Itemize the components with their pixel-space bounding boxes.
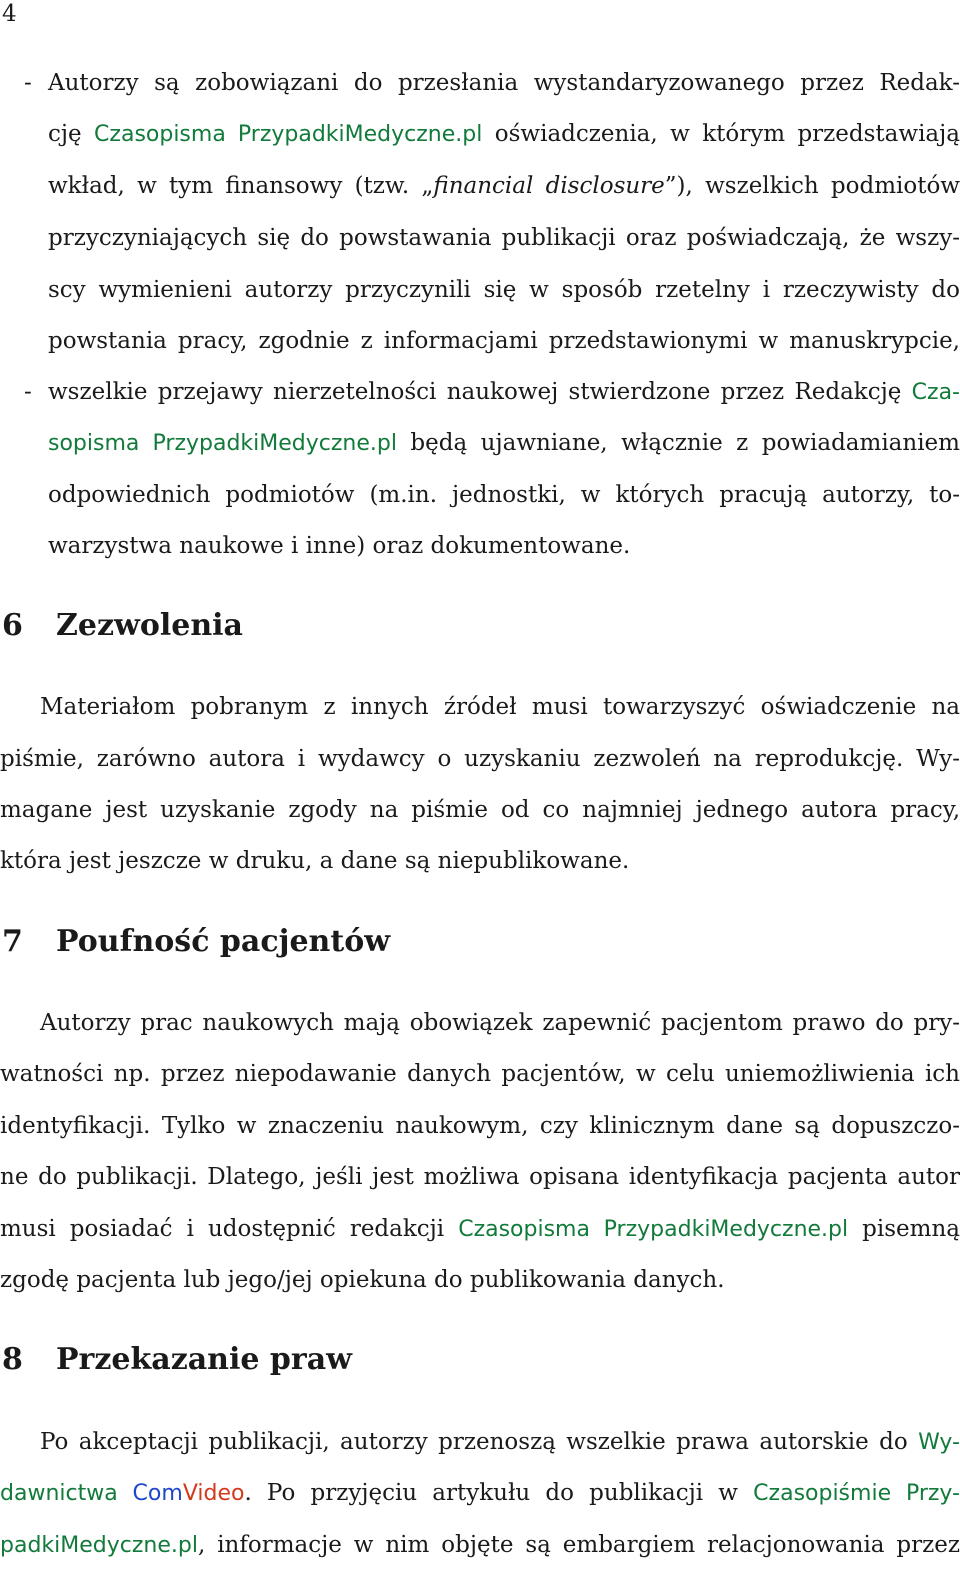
section-8-line: padkiMedyczne.pl, informacje w nim objęte są embargiem relacjonowania przez [0,1532,960,1558]
financial-disclosure-term: financial disclosure [433,173,665,199]
section-heading-7: 7 Poufność pacjentów [2,924,391,959]
journal-link[interactable]: Czasopisma PrzypadkiMedyczne.pl [94,122,483,147]
list-item-1-line: cję Czasopisma PrzypadkiMedyczne.pl oświadczenia, w którym przedstawiają [48,121,960,147]
section-7-line: musi posiadać i udostępnić redakcji Czasopisma PrzypadkiMedyczne.pl pisemną [0,1216,960,1242]
list-item-2-line: odpowiednich podmiotów (m.in. jednostki, w których pracują autorzy, to- [48,482,960,508]
section-heading-6: 6 Zezwolenia [2,608,243,643]
list-item-2-line: wszelkie przejawy nierzetelności naukowej stwierdzone przez Redakcję Cza- [48,379,960,405]
list-item-1-line: wkład, w tym finansowy (tzw. „financial disclosure”), wszelkich podmiotów [48,173,960,199]
journal-link[interactable]: padkiMedyczne.pl [0,1533,198,1558]
section-6-line: piśmie, zarówno autora i wydawcy o uzyskaniu zezwoleń na reprodukcję. Wy- [0,746,960,772]
publisher-link[interactable]: dawnictwa [0,1481,133,1506]
section-7-line: watności np. przez niepodawanie danych pacjentów, w celu uniemożliwienia ich [0,1061,960,1087]
section-7-line: Autorzy prac naukowych mają obowiązek zapewnić pacjentom prawo do pry- [40,1010,960,1036]
section-6-line: która jest jeszcze w druku, a dane są niepublikowane. [0,848,630,874]
publisher-link[interactable]: Wy- [918,1430,960,1455]
list-item-2-line: warzystwa naukowe i inne) oraz dokumentowane. [48,533,631,559]
section-6-line: magane jest uzyskanie zgody na piśmie od co najmniej jednego autora pracy, [0,797,960,823]
section-7-line: zgodę pacjenta lub jego/jej opiekuna do publikowania danych. [0,1267,725,1293]
section-7-line: ne do publikacji. Dlatego, jeśli jest możliwa opisana identyfikacja pacjenta autor [0,1164,960,1190]
comvideo-brand-video[interactable]: Video [182,1481,245,1506]
section-8-line: dawnictwa ComVideo. Po przyjęciu artykułu do publikacji w Czasopiśmie Przy- [0,1480,960,1506]
list-item-2-line: sopisma PrzypadkiMedyczne.pl będą ujawniane, włącznie z powiadamianiem [48,430,960,456]
list-item-1-line: przyczyniających się do powstawania publikacji oraz poświadczają, że wszy- [48,225,960,251]
list-item-1-line: powstania pracy, zgodnie z informacjami przedstawionymi w manuskrypcie, [48,328,960,354]
section-heading-8: 8 Przekazanie praw [2,1342,352,1377]
section-6-line: Materiałom pobranym z innych źródeł musi towarzyszyć oświadczenie na [40,694,960,720]
comvideo-brand-com[interactable]: Com [132,1481,183,1506]
section-7-line: identyfikacji. Tylko w znaczeniu naukowym, czy klinicznym dane są dopuszczo- [0,1113,960,1139]
journal-link[interactable]: Cza- [911,380,960,405]
journal-link[interactable]: Czasopisma PrzypadkiMedyczne.pl [458,1217,849,1242]
page-number: 4 [2,1,17,27]
section-8-line: Po akceptacji publikacji, autorzy przenoszą wszelkie prawa autorskie do Wy- [40,1429,960,1455]
list-item-1-line: scy wymienieni autorzy przyczynili się w sposób rzetelny i rzeczywisty do [48,277,960,303]
list-item-1-line: Autorzy są zobowiązani do przesłania wystandaryzowanego przez Redak- [48,70,960,96]
list-bullet: - [24,379,32,405]
journal-link[interactable]: sopisma PrzypadkiMedyczne.pl [48,431,397,456]
list-bullet: - [24,70,32,96]
journal-link[interactable]: Czasopiśmie Przy- [753,1481,960,1506]
